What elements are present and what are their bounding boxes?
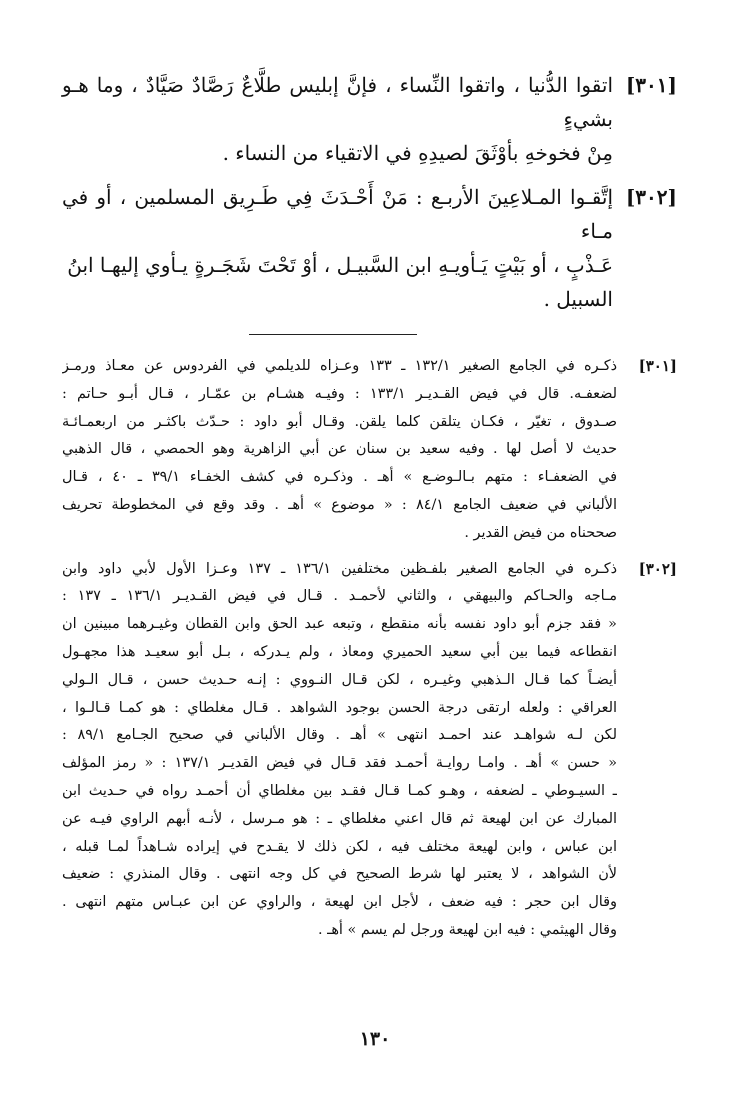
- footnote-line: لأن الشواهد ، لا يعتبر لها شرط الصحيح في كل وجه انتهى . وقال المنذري : ضعيف: [62, 866, 617, 883]
- footnote-line: صـدوق ، تغيّر ، فكـان يتلقن كلما يلقن. وقـال أبو داود : حـدّث باكثـر من اربعمـائـة: [62, 413, 617, 430]
- footnote-line: ـ السيـوطي ـ لضعفه ، وهـو كمـا قـال فقـد بين مغلطاي أن أحمـد رواه في حـديث ابن: [62, 782, 617, 799]
- footnote-line: مـاجه والحـاكم والبيهقي ، والثاني لأحمـد . قـال في فيض القـديـر ١٣٦/١ ـ ١٣٧ :: [62, 588, 617, 605]
- footnote-text: [62, 556, 617, 945]
- footnote-line: وقال الهيثمي : فيه ابن لهيعة ورجل لم يسم » أهـ .: [317, 921, 617, 938]
- footnote-line: ذكـره في الجامع الصغير بلفـظين مختلفين ١٣٦/١ ـ ١٣٧ وعـزا الأول لأبي داود وابن: [62, 560, 617, 577]
- footnote-line: المبارك عن ابن لهيعة ثم قال اعني مغلطاي ـ : هو مـرسل ، لأنـه أبهم الراوي فيـه عن: [62, 810, 617, 827]
- footnote-line: انقطاعه فيما بين أبي سعيد الحميري ومعاذ ، ولم يـدركه ، بـل أبو سعيـد هذا مجهـول: [62, 643, 617, 660]
- footnote-line: صححناه من فيض القدير .: [464, 524, 617, 541]
- hadith-line: اتقوا الدُّنيا ، واتقوا النِّساء ، فإنَّ إبليس طلَّاعٌ رَصَّادٌ صَيَّادٌ ، وما هـو بشيءٍ: [62, 73, 613, 131]
- hadith-302: [62, 180, 677, 316]
- footnote-line: وقال ابن حجر : فيه ضعف ، لأجل ابن لهيعة ، والراوي عن ابن عبـاس متهم انتهى .: [62, 894, 617, 911]
- footnote-line: العراقي : ولعله ارتقى درجة الحسن بوجود الشواهد . قـال مغلطاي : هو كمـا قـالـوا ،: [62, 699, 617, 716]
- footnote-line: أيضـاً كما قـال الـذهبي وغيـره ، لكن قـال النـووي : إنـه حـديث حسن ، قـال الـولي: [62, 671, 617, 688]
- footnote-line: « فقد جزم أبو داود نفسه بأنه منقطع ، وتبعه عبد الحق وابن القطان وغيـرهما مبينين ان: [62, 616, 617, 633]
- footnote-line: حديث لا أصل لها . وفيه سعيد بن سنان عن أبي الزاهرية وهو الحمصي ، قال الذهبي: [62, 441, 617, 458]
- page-number: ١٣٠: [359, 1028, 391, 1050]
- hadith-301: [62, 68, 677, 170]
- footnote-line: الألباني في ضعيف الجامع ٨٤/١ : « موضوع » أهـ . وقد وقع في المخطوطة تحريف: [62, 496, 617, 513]
- footnote-line: « حسن » أهـ . وامـا روايـة أحمـد فقد قـال في فيض القديـر ١٣٧/١ : « رمز المؤلف: [62, 755, 617, 772]
- hadith-line: عَـذْبٍ ، أو بَيْتٍ يَـأويـهِ ابن السَّبيـل ، أوْ تَحْتَ شَجَـرةٍ يـأوي إليهـا ابنُ: [67, 253, 613, 277]
- footnote-301: [62, 353, 677, 548]
- hadith-number: [٣٠٢]: [625, 185, 677, 209]
- footnote-number: [٣٠١]: [638, 357, 677, 375]
- footnote-line: لضعفـه. قال في فيض القـديـر ١٣٣/١ : وفيـه هشـام بن عمّـار ، قـال أبـو حـاتم :: [62, 385, 617, 402]
- footnote-line: ابن عباس ، وابن لهيعة مختلف فيه ، لكن ذلك لا يقـدح في إيراده شـاهداً لمـا قبله ،: [62, 838, 617, 855]
- hadith-number: [٣٠١]: [625, 73, 677, 97]
- hadith-text: [62, 180, 613, 316]
- footnote-line: لكن لـه شواهـد عند احمـد انتهى » أهـ . وقال الألباني في صحيح الجـامع ٨٩/١ :: [62, 727, 617, 744]
- hadith-text: [62, 68, 613, 170]
- footnote-302: [62, 556, 677, 945]
- hadith-line: مِنْ فخوخهِ بأوْثَقَ لصيدِهِ في الاتقياء من النساء .: [222, 141, 613, 165]
- footnote-line: ذكـره في الجامع الصغير ١٣٢/١ ـ ١٣٣ وعـزاه للديلمي في الفردوس عن معـاذ ورمـز: [62, 358, 617, 374]
- page-body: [62, 68, 677, 945]
- footnote-text: [62, 353, 617, 548]
- hadith-line: إتَّقـوا المـلاعِينَ الأربـع : مَنْ أَحْـدَثَ فِي طَـرِيق المسلمين ، أو في مـاء: [62, 185, 613, 243]
- footnote-line: في الضعفـاء : متهم بـالـوضـع » أهـ . وذكـره في كشف الخفـاء ٣٩/١ ـ ٤٠ ، قـال: [62, 469, 617, 486]
- footnote-divider: [249, 334, 417, 335]
- footnote-number: [٣٠٢]: [638, 559, 677, 578]
- hadith-line: السبيل .: [543, 287, 613, 311]
